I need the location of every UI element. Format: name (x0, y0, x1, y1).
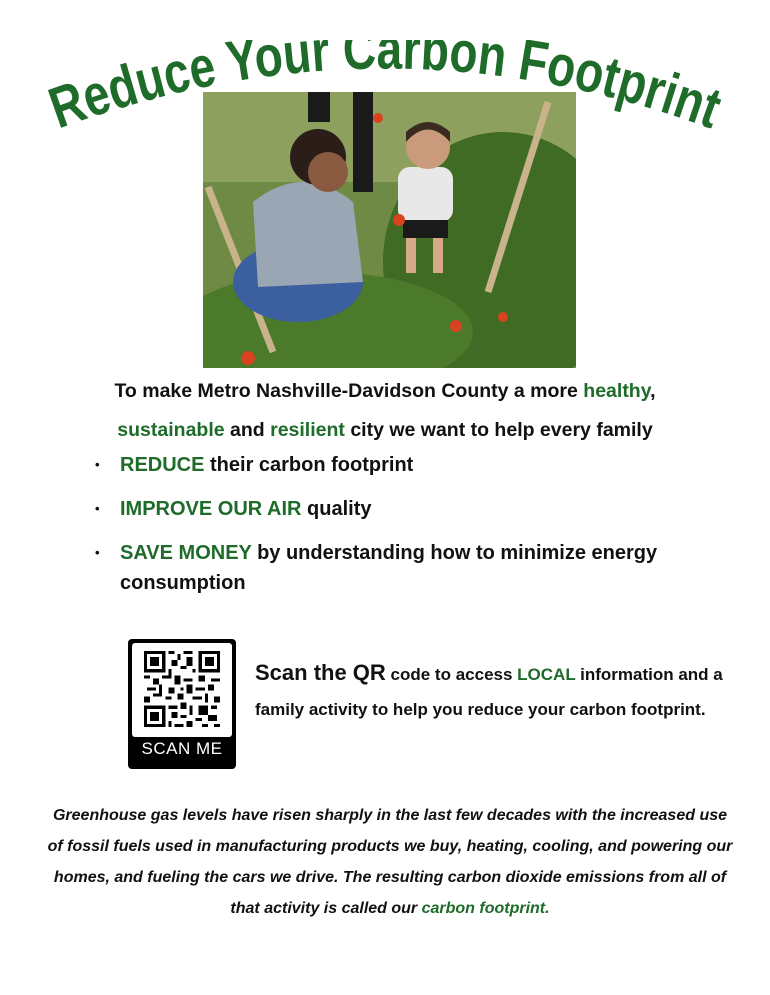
goal-highlight: IMPROVE OUR AIR (120, 498, 302, 520)
qr-code-icon (132, 643, 232, 737)
goals-list (95, 450, 725, 612)
scan-part2: information and a family activity to help you reduce your carbon footprint. (255, 665, 723, 719)
goal-text: their carbon footprint (204, 454, 414, 476)
qr-code[interactable] (128, 639, 236, 769)
goal-item (95, 538, 725, 598)
scan-part1: code to access (385, 665, 518, 684)
goal-text: by understanding how to minimize energy consumption (120, 542, 658, 594)
footer-text: Greenhouse gas levels have risen sharply in the last few decades with the increased use of fossil fuels used in manufacturing products we buy, heating, cooling, and powering our homes, and fueling the cars we drive. The resulting carbon dioxide emissions from all of that activity is called our (47, 807, 733, 917)
intro-and: and (224, 419, 271, 441)
intro-comma: , (650, 380, 656, 402)
intro-text (60, 372, 710, 450)
intro-part1: To make Metro Nashville-Davidson County a more (114, 380, 584, 402)
scan-lead: Scan the QR (255, 660, 386, 685)
intro-healthy: healthy (583, 380, 651, 402)
flyer-title (40, 40, 730, 160)
svg-text:Reduce Your Carbon Footprint (41, 40, 729, 141)
footer-paragraph (45, 800, 735, 924)
goal-highlight: REDUCE (120, 454, 205, 476)
goal-item (95, 450, 725, 480)
goal-highlight: SAVE MONEY (120, 542, 252, 564)
intro-sustainable: sustainable (117, 419, 225, 441)
scan-local: LOCAL (517, 665, 576, 684)
intro-part2: city we want to help every family (344, 419, 653, 441)
flyer-title-text: Reduce Your Carbon Footprint (41, 40, 730, 143)
scan-me-label: SCAN ME (141, 739, 223, 758)
scan-instructions (255, 655, 725, 727)
intro-resilient: resilient (270, 419, 345, 441)
goal-item (95, 494, 725, 524)
footer-highlight: carbon footprint. (421, 900, 550, 917)
goal-text: quality (301, 498, 372, 520)
